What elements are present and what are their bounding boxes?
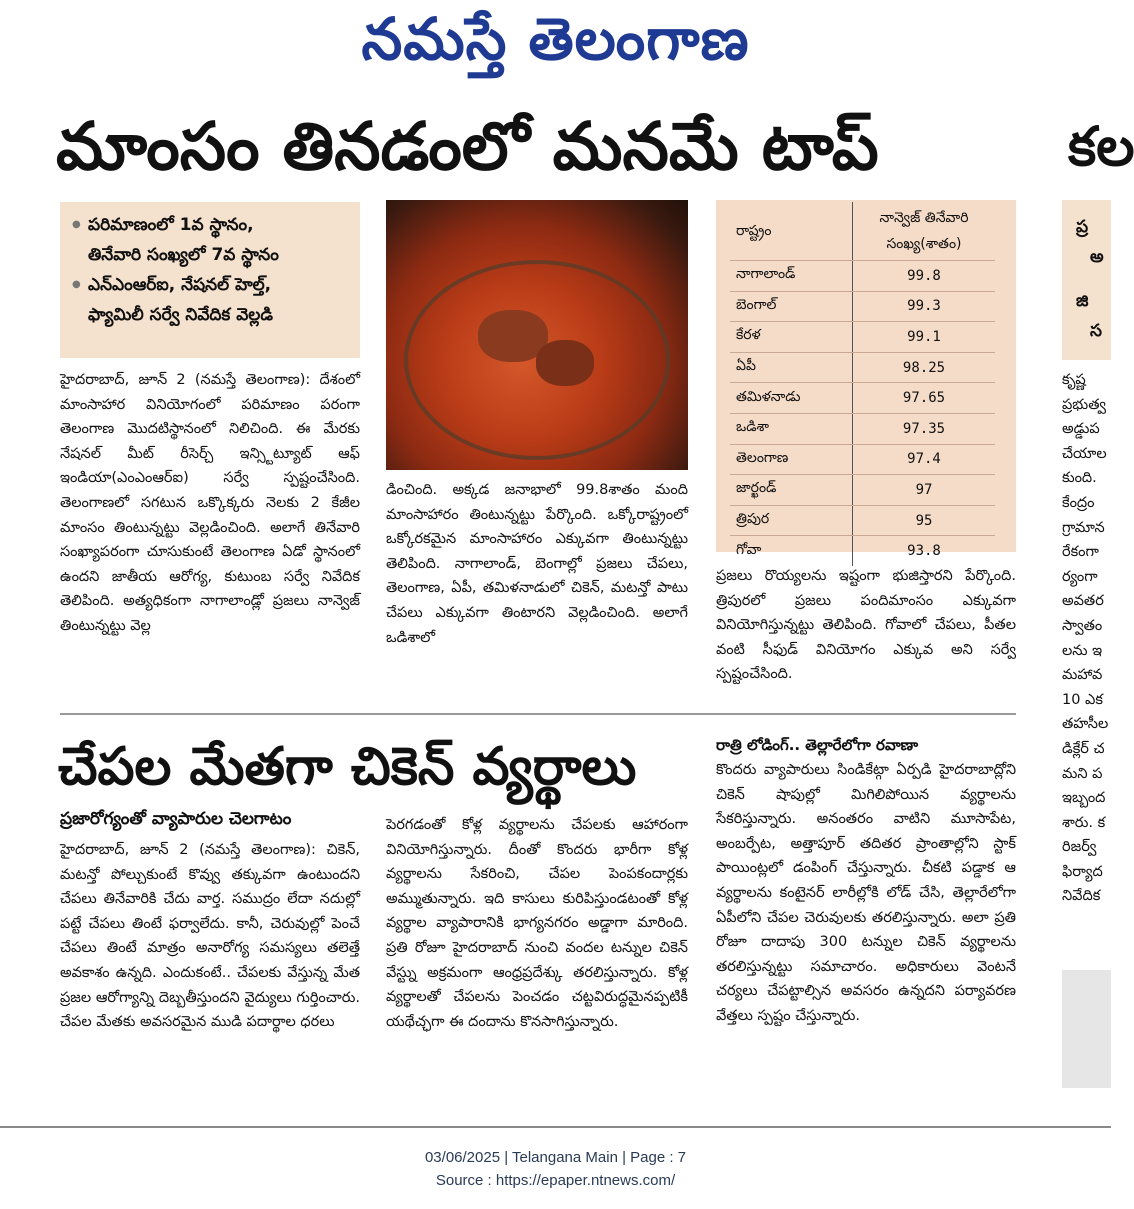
adjacent-line: చేయాల xyxy=(1062,445,1107,462)
state-value: 93.8 xyxy=(853,536,996,566)
highlight-bullet: ● పరిమాణంలో 1వ స్థానం, xyxy=(72,210,352,240)
table-header-value-line2: సంఖ్య(శాతం) xyxy=(886,236,962,252)
table-header-value xyxy=(853,202,996,261)
table-row xyxy=(730,444,995,475)
second-story-column-3: కొందరు వ్యాపారులు సిండికేట్గా ఏర్పడి హైదరాబాద్లోని చికెన్ షాపుల్లో మిగిలిపోయిన వ్యర్థాలను సేకరిస్తున్నారు. అనంతరం వాటిని మూసాపేట, అంబర్పేట, అత్తాపూర్ తదితర ప్రాంతాల్లోని స్టాక్ పాయింట్లలో డంపింగ్ చేస్తున్నారు. చీకటి పడ్డాక ఆ వ్యర్థాలను కంటైనర్ లారీల్లోకి లోడ్ చేసి, తెల్లారేలోగా ఏపీలోని చేపల చెరువులకు తరలిస్తున్నారు. అలా ప్రతి రోజూ దాదాపు 300 టన్నుల చికెన్ వ్యర్థాలను తరలిస్తున్నట్టు సమాచారం. అధికారులు వెంటనే చర్యలు చేపట్టాల్సిన అవసరం ఉన్నదని పర్యావరణ వేత్తలు స్పష్టం చేస్తున్నారు. xyxy=(716,762,1016,1024)
state-name: గోవా xyxy=(736,541,762,558)
table-header-value-line1: నాన్వెజ్ తినేవారి xyxy=(879,210,969,226)
stats-table xyxy=(730,202,995,566)
state-name: జార్ఖండ్ xyxy=(730,475,853,506)
second-headline: చేపల మేతగా చికెన్ వ్యర్థాలు xyxy=(58,737,637,797)
adjacent-line: గ్రామాన xyxy=(1062,519,1105,536)
adjacent-line: ప్రభుత్వ xyxy=(1062,396,1107,413)
adjacent-bullet: ప్ర xyxy=(1076,217,1089,237)
adjacent-line: ఫిర్యాద xyxy=(1062,863,1103,880)
main-story-column-3: ప్రజలు రొయ్యలను ఇష్టంగా భుజిస్తారని పేర్కొంది. త్రిపురలో ప్రజలు పందిమాంసం ఎక్కువగా వినియోగిస్తున్నట్టు తెలిపింది. గోవాలో చేపలు, పీతల వంటి సీఫుడ్ వినియోగం ఎక్కువ అని సర్వే స్పష్టంచేసింది. xyxy=(716,568,1016,683)
table-row xyxy=(730,261,995,292)
table-row xyxy=(730,536,995,566)
adjacent-line: డిక్లేర్ చ xyxy=(1062,740,1105,757)
adjacent-line: కృష్ణ xyxy=(1062,372,1086,388)
second-story-column-2: పెరగడంతో కోళ్ల వ్యర్థాలను చేపలకు ఆహారంగా వినియోగిస్తున్నారు. దీంతో కొందరు భారీగా కోళ్ల వ్యర్థాలను సేకరించి, చేపల పెంపకందార్లకు అమ్ముతున్నారు. ఇది కాసులు కురిపిస్తుండటంతో కోళ్ల వ్యర్థాల వ్యాపారానికి భాగ్యనగరం అడ్డాగా మారింది. ప్రతి రోజూ హైదరాబాద్ నుంచి వందల టన్నుల చికెన్ వేస్ట్ను అక్రమంగా ఆంధ్రప్రదేశ్కు తరలిస్తున్నారు. కోళ్ల వ్యర్థాలతో చేపలను పెంచడం చట్టవిరుద్ధమైనప్పటికీ యథేచ్ఛగా ఈ దందాను కొనసాగిస్తున్నారు. xyxy=(386,817,688,1030)
state-value: 97.35 xyxy=(853,413,996,444)
state-value: 99.1 xyxy=(853,322,996,353)
food-photo xyxy=(386,200,688,470)
meat-piece xyxy=(536,340,594,386)
adjacent-line: నివేదిక xyxy=(1062,888,1101,905)
highlight-bullet-cont: ఫ్యామిలీ సర్వే నివేదిక వెల్లడి xyxy=(88,305,273,325)
adjacent-line: రిజర్వ్ xyxy=(1062,839,1097,856)
state-value: 97 xyxy=(853,475,996,506)
adjacent-line: మని ప xyxy=(1062,765,1103,782)
adjacent-line: కేంద్రం xyxy=(1062,494,1095,511)
adjacent-line: మహావ xyxy=(1062,667,1103,684)
state-value: 95 xyxy=(853,505,996,536)
state-name: తమిళనాడు xyxy=(730,383,853,414)
adjacent-bullet: జి xyxy=(1076,291,1089,311)
state-value: 99.3 xyxy=(853,291,996,322)
table-row xyxy=(730,475,995,506)
table-row xyxy=(730,352,995,383)
highlight-bullet-cont: తినేవారి సంఖ్యలో 7వ స్థానం xyxy=(88,245,279,265)
adjacent-line: కుంది. xyxy=(1062,470,1097,487)
highlights-box xyxy=(60,202,360,358)
state-value: 98.25 xyxy=(853,352,996,383)
state-name: బెంగాల్ xyxy=(730,291,853,322)
adjacent-line: 10 ఎక xyxy=(1062,691,1103,708)
adjacent-bullet-cont: స xyxy=(1090,321,1102,341)
adjacent-line: లను ఇ xyxy=(1062,642,1103,659)
adjacent-line: అడ్డుప xyxy=(1062,421,1100,438)
main-story-column-1: హైదరాబాద్, జూన్ 2 (నమస్తే తెలంగాణ): దేశంలో మాంసాహార వినియోగంలో పరిమాణం పరంగా తెలంగాణ మొదటిస్థానంలో నిలిచింది. ఈ మేరకు నేషనల్ మీట్ రీసెర్చ్ ఇన్స్టిట్యూట్ ఆఫ్ ఇండియా(ఎంఎంఆర్ఐ) సర్వే స్పష్టంచేసింది. తెలంగాణలో సగటున ఒక్కొక్కరు నెలకు 2 కేజీల మాంసం తింటున్నట్టు వెల్లడించింది. అలాగే తినేవారి సంఖ్యాపరంగా చూసుకుంటే తెలంగాణ ఏడో స్థానంలో ఉందని జాతీయ ఆరోగ్య, కుటుంబ సర్వే నివేదిక తెలిపింది. అత్యధికంగా నాగాలాండ్లో ప్రజలు నాన్వెజ్ తింటున్నట్టు వెల్ల xyxy=(60,372,360,634)
adjacent-line: శారు. క xyxy=(1062,814,1106,831)
second-side-subhead: రాత్రి లోడింగ్.. తెల్లారేలోగా రవాణా xyxy=(716,736,919,754)
state-name: ఏపీ xyxy=(730,352,853,383)
state-name: నాగాలాండ్ xyxy=(730,261,853,292)
state-stats-table xyxy=(716,200,1016,560)
state-value: 97.65 xyxy=(853,383,996,414)
state-value: 99.8 xyxy=(853,261,996,292)
second-story-column-1: హైదరాబాద్, జూన్ 2 (నమస్తే తెలంగాణ): చికెన్, మటన్తో పోల్చుకుంటే కొవ్వు తక్కువగా ఉంటుందని చేపలు తినేవారికి చేదు వార్త. సముద్రం లేదా నదుల్లో పట్టే చేపలు తింటే ఫర్వాలేదు. కానీ, చెరువుల్లో పెంచే చేపలు తింటే మాత్రం అనారోగ్య సమస్యలు తలెత్తే అవకాశం ఉన్నది. ఎందుకంటే.. చేపలకు వేస్తున్న మేత ప్రజల ఆరోగ్యాన్ని దెబ్బతీస్తుందని వైద్యులు గుర్తించారు. చేపల మేతకు అవసరమైన ముడి పదార్థాల ధరలు xyxy=(60,842,360,1031)
state-name: త్రిపుర xyxy=(730,505,853,536)
table-row xyxy=(730,505,995,536)
masthead-logo: నమస్తే తెలంగాణ xyxy=(361,5,750,73)
highlight-bullet: ● ఎన్ఎంఆర్ఐ, నేషనల్ హెల్త్, xyxy=(72,270,352,300)
table-row xyxy=(730,291,995,322)
table-header-row xyxy=(730,202,995,261)
footer-date-page: 03/06/2025 | Telangana Main | Page : 7 xyxy=(424,1149,687,1166)
adjacent-bullet-cont: అ xyxy=(1090,247,1104,267)
table-row xyxy=(730,383,995,414)
state-value: 97.4 xyxy=(853,444,996,475)
table-row xyxy=(730,322,995,353)
table-header-state: రాష్ట్రం xyxy=(730,202,853,261)
adjacent-line: స్వాతం xyxy=(1062,617,1103,634)
adjacent-line: ర్యంగా xyxy=(1062,568,1098,585)
page-bottom-rule xyxy=(0,1126,1111,1128)
adjacent-line: ఇబ్బంద xyxy=(1062,790,1106,807)
story-divider xyxy=(60,713,1016,715)
adjacent-story-headline: కల xyxy=(1068,115,1134,178)
footer-source: Source : https://epaper.ntnews.com/ xyxy=(435,1172,676,1189)
state-name: కేరళ xyxy=(730,322,853,353)
adjacent-story-highlights xyxy=(1062,200,1111,360)
adjacent-line: అవతర xyxy=(1062,593,1104,610)
adjacent-line: రేకంగా xyxy=(1062,544,1099,561)
state-name: ఒడిశా xyxy=(730,413,853,444)
table-row xyxy=(730,413,995,444)
second-subhead: ప్రజారోగ్యంతో వ్యాపారుల చెలగాటం xyxy=(60,809,292,829)
main-headline: మాంసం తినడంలో మనమే టాప్ xyxy=(56,108,879,185)
adjacent-line: తహసీల xyxy=(1062,716,1109,733)
state-name: తెలంగాణ xyxy=(730,444,853,475)
adjacent-story-column xyxy=(1062,368,1111,909)
adjacent-grey-box xyxy=(1062,970,1111,1088)
main-story-column-2: డించింది. అక్కడ జనాభాలో 99.8శాతం మంది మాంసాహారం తింటున్నట్టు పేర్కొంది. ఒక్కోరాష్ట్రంలో ఒక్కోరకమైన మాంసాహారం ఎక్కువగా తింటున్నట్టు తెలిపింది. నాగాలాండ్, బెంగాల్లో ప్రజలు చేపలు, తెలంగాణ, ఏపీ, తమిళనాడులో చికెన్, మటన్తో పాటు చేపలు ఎక్కువగా తింటారని వెల్లడించింది. అలాగే ఒడిశాలో xyxy=(386,482,688,646)
